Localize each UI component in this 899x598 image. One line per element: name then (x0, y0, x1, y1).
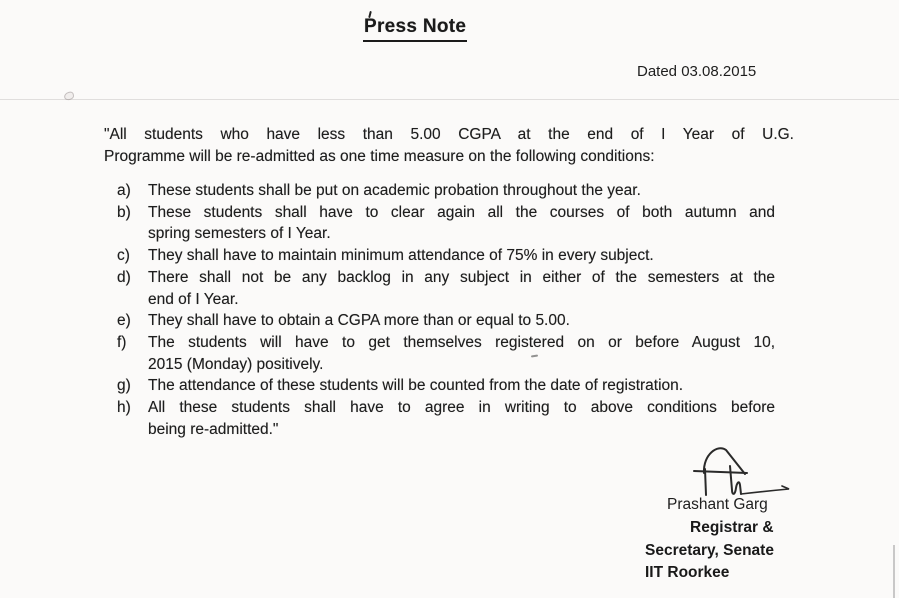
condition-item (117, 202, 775, 245)
condition-text: There shall not be any backlog in any subject in either of the semesters at the end of I Year. (148, 268, 775, 308)
condition-label: a) (117, 182, 131, 199)
condition-label: f) (117, 333, 127, 351)
signatory-name: Prashant Garg (667, 496, 768, 513)
condition-label: d) (117, 268, 131, 286)
condition-text: The attendance of these students will be counted from the date of registration. (148, 377, 684, 395)
condition-item (117, 375, 775, 397)
condition-item (117, 267, 775, 310)
condition-text: They shall have to obtain a CGPA more than or equal to 5.00. (148, 312, 570, 330)
condition-text: These students shall have to clear again all the courses of both autumn and spring semesters of I Year. (148, 203, 775, 243)
signatory-role-line-1: Registrar & (690, 519, 774, 536)
condition-item (117, 310, 775, 332)
condition-label: g) (117, 377, 131, 395)
scan-artifact-right-edge (893, 545, 895, 598)
intro-line: "All students who have less than 5.00 CGPA at the end of I Year of U.G. (104, 126, 794, 143)
signature-scribble (688, 442, 800, 504)
condition-item (117, 397, 775, 440)
condition-label: b) (117, 203, 131, 221)
condition-text: They shall have to maintain minimum attendance of 75% in every subject. (148, 247, 654, 265)
intro-line: Programme will be re-admitted as one time measure on the following conditions: (104, 148, 655, 165)
condition-text: These students shall be put on academic probation throughout the year. (148, 182, 641, 199)
condition-item (117, 332, 775, 375)
intro-paragraph (104, 124, 794, 168)
condition-label: h) (117, 399, 131, 417)
condition-item (117, 180, 775, 202)
signatory-institute: IIT Roorkee (645, 564, 730, 581)
date-line: Dated 03.08.2015 (637, 63, 757, 80)
scan-artifact-horizontal-line (0, 99, 899, 100)
condition-label: c) (117, 247, 130, 265)
condition-label: e) (117, 312, 131, 330)
conditions-list (117, 180, 775, 440)
condition-text: All these students shall have to agree in writing to above conditions before being re-admitted." (148, 399, 775, 438)
condition-item (117, 245, 775, 267)
page-title: Press Note (363, 16, 467, 42)
condition-text: The students will have to get themselves registered on or before August 10, 2015 (Monday) positively. (148, 333, 775, 373)
signatory-role-line-2: Secretary, Senate (645, 542, 774, 559)
